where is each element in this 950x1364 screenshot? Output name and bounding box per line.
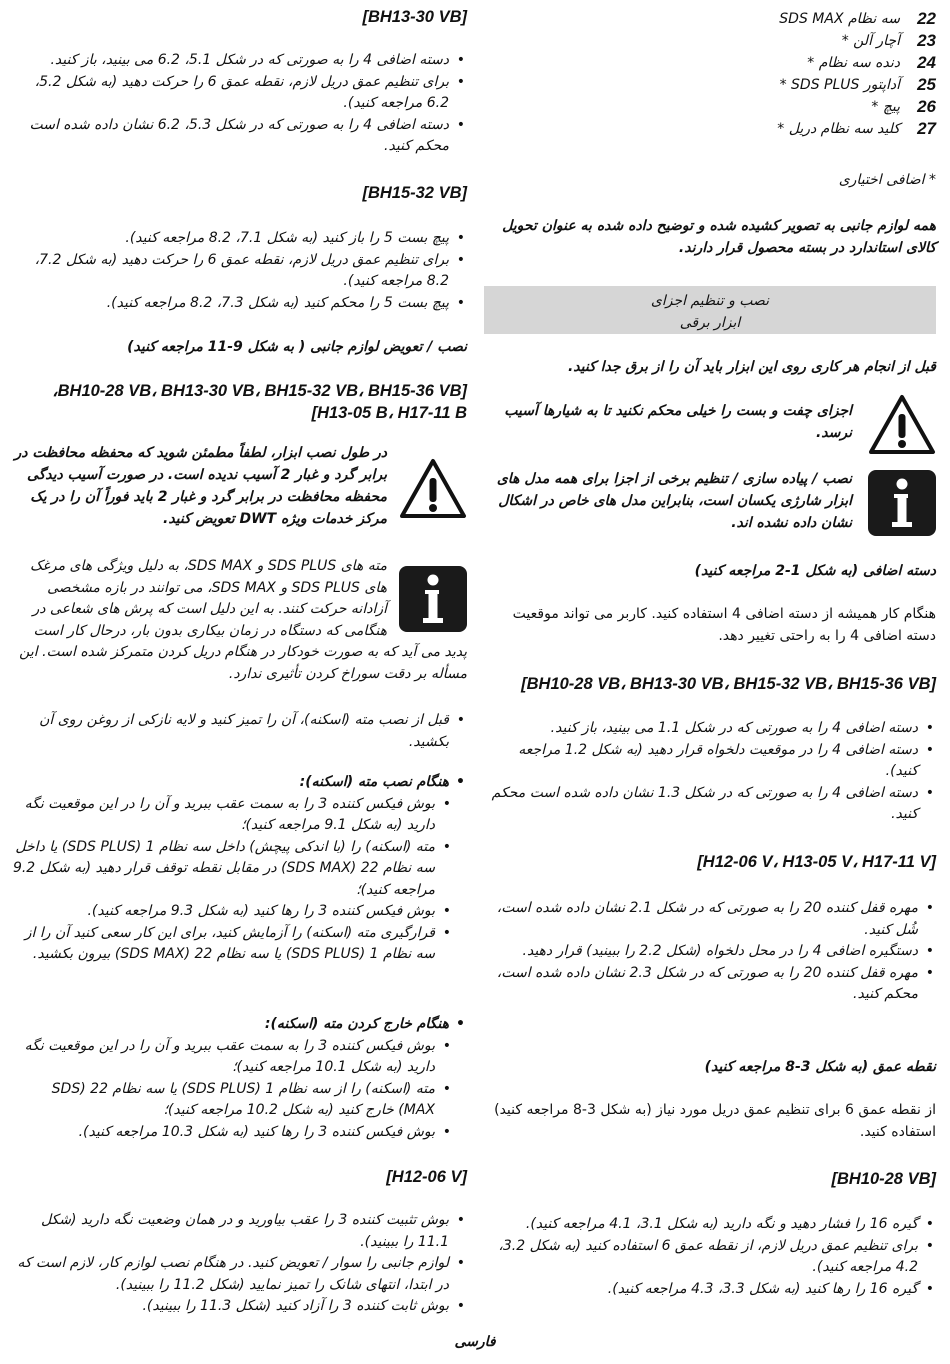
- bh15-title: [BH15-32 VB]: [362, 184, 467, 202]
- list-item: • مهره قفل کننده 20 را به صورتی که در شکل 2.1 نشان داده شده است، شُل کنید.: [484, 898, 936, 941]
- tighten-warning-block: [484, 394, 936, 454]
- left-column: [12, 0, 467, 1364]
- icon-spacer: [387, 556, 467, 636]
- page-footer-language: فارسی: [454, 1334, 496, 1350]
- models-a-title: [BH10-28 VB، BH13-30 VB، BH15-32 VB، BH15-36 VB]: [521, 675, 936, 693]
- list-item: • بوش فیکس کننده 3 را به سمت عقب ببرید و آن را در این موقعیت نگه دارید (به شکل 9.1 مراجعه کنید)؛: [12, 794, 453, 837]
- removing-section: [12, 1014, 467, 1143]
- tighten-warning-text: اجزای چفت و بست را خیلی محکم نکنید تا به شیارها آسیب نرسد.: [504, 403, 852, 441]
- legend-item: 22 سه نظام SDS MAX: [779, 9, 936, 28]
- depth-stop-title: نقطه عمق (به شکل 3-8 مراجعه کنید): [704, 1059, 936, 1075]
- list-item: • دسته اضافی 4 را در موقعیت دلخواه قرار دهید (به شکل 1.2 مراجعه کنید).: [484, 740, 936, 783]
- list-item: • مته (اسکنه) را (با اندکی پیچش) داخل سه نظام 1 (SDS PLUS) یا داخل سه نظام 22 (SDS MAX) در مقابل نقطه توقف قرار دهید (به شکل 9.2 مراجعه کنید)؛: [12, 837, 453, 902]
- warning-triangle-icon: [399, 458, 467, 524]
- sds-info-text: مته های SDS PLUS و SDS MAX، به دلیل ویژگی های مرغک های SDS PLUS و SDS MAX، می توانند در بازه مشخصی آزادانه حرکت کنند. به این دلیل است که پرش های شعاعی در هنگامی که دستگاه در زمان بیکاری بدون بار، درحال کار است پدید می آید که به صورت خودکار در هنگام دریل کردن متمرکز شده است. این مسأله بر دقت سوراخ کردن تأثیری ندارد.: [19, 558, 467, 682]
- models-b-title: [H12-06 V، H13-05 V، H17-11 V]: [697, 853, 936, 871]
- installing-section: [12, 772, 467, 966]
- bh10-list: [484, 1214, 936, 1300]
- list-item: • دسته اضافی 4 را به صورتی که در شکل 5.1، 6.2 می بینید، باز کنید.: [12, 50, 467, 72]
- accessories-note: همه لوازم جانبی به تصویر کشیده شده و توضیح داده شده به عنوان تحویل کالای استاندارد در بسته محصول قرار دارند.: [502, 218, 936, 256]
- models-b-list: [484, 898, 936, 1006]
- optional-note: * اضافی اختیاری: [838, 172, 936, 188]
- aux-handle-title: دسته اضافی (به شکل 1-2 مراجعه کنید): [694, 563, 936, 579]
- unplug-warning: قبل از انجام هر کاری روی این ابزار باید آن را از برق جدا کنید.: [567, 359, 936, 375]
- sds-info-block: [12, 556, 467, 686]
- right-column: [484, 0, 936, 1364]
- list-item: • بوش فیکس کننده 3 را رها کنید (به شکل 9.3 مراجعه کنید).: [12, 901, 453, 923]
- list-item: • مهره قفل کننده 20 را به صورتی که در شکل 2.3 نشان داده شده است، محکم کنید.: [484, 963, 936, 1006]
- removing-title: • هنگام خارج کردن مته (اسکنه):: [12, 1014, 467, 1036]
- list-item: • برای تنظیم عمق دریل لازم، نقطه عمق 6 را حرکت دهید (به شکل 7.2، 8.2 مراجعه کنید).: [12, 250, 467, 293]
- list-item: • لوازم جانبی را سوار / تعویض کنید. در هنگام نصب لوازم کار، لازم است که در ابتدا، انتهای شانک را تمیز نمایید (شکل 11.2 را ببینید).: [12, 1253, 467, 1296]
- bh10-title: [BH10-28 VB]: [831, 1170, 936, 1188]
- list-item: • برای تنظیم عمق دریل لازم، نقطه عمق 6 را حرکت دهید (به شکل 5.2، 6.2 مراجعه کنید).: [12, 72, 467, 115]
- legend-list: [484, 8, 936, 140]
- legend-item: 26 پیچ *: [871, 97, 936, 116]
- installing-title: • هنگام نصب مته (اسکنه):: [12, 772, 467, 794]
- legend-item: 27 کلید سه نظام دریل *: [777, 119, 936, 138]
- info-icon: [868, 470, 936, 536]
- dust-warning-block: [12, 442, 467, 534]
- aux-handle-text: هنگام کار همیشه از دسته اضافی 4 استفاده کنید. کاربر می تواند موقعیت دسته اضافی 4 را به راحتی تغییر دهد.: [512, 606, 936, 644]
- bh15-list: [12, 228, 467, 314]
- list-item: • دسته اضافی 4 را به صورتی که در شکل 5.3، 6.2 نشان داده شده است محکم کنید.: [12, 115, 467, 158]
- models-c-title: [BH10-28 VB، BH13-30 VB، BH15-32 VB، BH15-36 VB، H13-05 B، H17-11 B]: [52, 382, 467, 422]
- list-item: • برای تنظیم عمق دریل لازم، از نقطه عمق 6 استفاده کنید (به شکل 3.2، 4.2 مراجعه کنید).: [484, 1236, 936, 1279]
- list-item: • قرارگیری مته (اسکنه) را آزمایش کنید، برای این کار سعی کنید آن را از سه نظام 1 (SDS PLUS) یا سه نظام 22 (SDS MAX) بیرون بکشید.: [12, 923, 453, 966]
- installing-header-list: [12, 772, 467, 794]
- dust-warning-text: در طول نصب ابزار، لطفاً مطمئن شوید که محفظه محافظت در برابر گرد و غبار 2 آسیب ندیده است. در صورت آسیب دیدگی محفظه محافظت در برابر گرد و غبار 2 باید فوراً آن را در یک مرکز خدمات ویژه DWT تعویض کنید.: [14, 445, 387, 527]
- legend-item: 23 آچار آلن *: [841, 31, 936, 50]
- h12-title: [H12-06 V]: [386, 1168, 467, 1186]
- bh13-title: [BH13-30 VB]: [362, 8, 467, 26]
- list-item: • بوش فیکس کننده 3 را به سمت عقب ببرید و آن را در این موقعیت نگه دارید (به شکل 10.1 مراجعه کنید)؛: [12, 1036, 453, 1079]
- bh13-list: [12, 50, 467, 158]
- list-item: • دستگیره اضافی 4 را در محل دلخواه (شکل 2.2 را ببینید) قرار دهید.: [484, 941, 936, 963]
- list-item: • قبل از نصب مته (اسکنه)، آن را تمیز کنید و لایه نازکی از روغن روی آن بکشید.: [12, 710, 467, 753]
- list-item: • دسته اضافی 4 را به صورتی که در شکل 1.3 نشان داده شده است محکم کنید.: [484, 783, 936, 826]
- h12-list: [12, 1210, 467, 1318]
- list-item: • گیره 16 را رها کنید (به شکل 3.3، 4.3 مراجعه کنید).: [484, 1279, 936, 1301]
- list-item: • بوش فیکس کننده 3 را رها کنید (به شکل 10.3 مراجعه کنید).: [12, 1122, 453, 1144]
- list-item: • بوش ثابت کننده 3 را آزاد کنید (شکل 11.3 را ببینید).: [12, 1296, 467, 1318]
- list-item: • پیچ بست 5 را باز کنید (به شکل 7.1، 8.2 مراجعه کنید).: [12, 228, 467, 250]
- removing-header-list: [12, 1014, 467, 1036]
- removing-list: [12, 1036, 467, 1144]
- list-item: • پیچ بست 5 را محکم کنید (به شکل 7.3، 8.2 مراجعه کنید).: [12, 293, 467, 315]
- assembly-section-header: نصب و تنظیم اجزای ابزار برقی: [484, 286, 936, 334]
- legend-item: 25 آداپتور SDS PLUS *: [779, 75, 936, 94]
- list-item: • گیره 16 را فشار دهید و نگه دارید (به شکل 3.1، 4.1 مراجعه کنید).: [484, 1214, 936, 1236]
- list-item: • بوش تثبیت کننده 3 را عقب بیاورید و در همان وضعیت نگه دارید (شکل 11.1 را ببینید).: [12, 1210, 467, 1253]
- install-title: نصب / تعویض لوازم جانبی ( به شکل 9-11 مراجعه کنید): [127, 339, 467, 355]
- info-note-block: [484, 468, 936, 538]
- info-note-text: نصب / پیاده سازی / تنظیم برخی از اجزا برای همه مدل های ابزار شارژی یکسان است، بنابراین مدل های خاص در اشکال نشان داده نشده اند.: [496, 471, 852, 531]
- models-a-list: [484, 718, 936, 826]
- warning-triangle-icon: [868, 394, 936, 460]
- list-item: • دسته اضافی 4 را به صورتی که در شکل 1.1 می بینید، باز کنید.: [484, 718, 936, 740]
- depth-stop-text: از نقطه عمق 6 برای تنظیم عمق دریل مورد نیاز (به شکل 3-8 مراجعه کنید) استفاده کنید.: [494, 1102, 936, 1140]
- grease-list: [12, 710, 467, 753]
- list-item: • مته (اسکنه) را از سه نظام 1 (SDS PLUS) یا سه نظام 22 (SDS MAX) خارج کنید (به شکل 10.2 مراجعه کنید)؛: [12, 1079, 453, 1122]
- legend-item: 24 دنده سه نظام *: [807, 53, 936, 72]
- installing-list: [12, 794, 467, 966]
